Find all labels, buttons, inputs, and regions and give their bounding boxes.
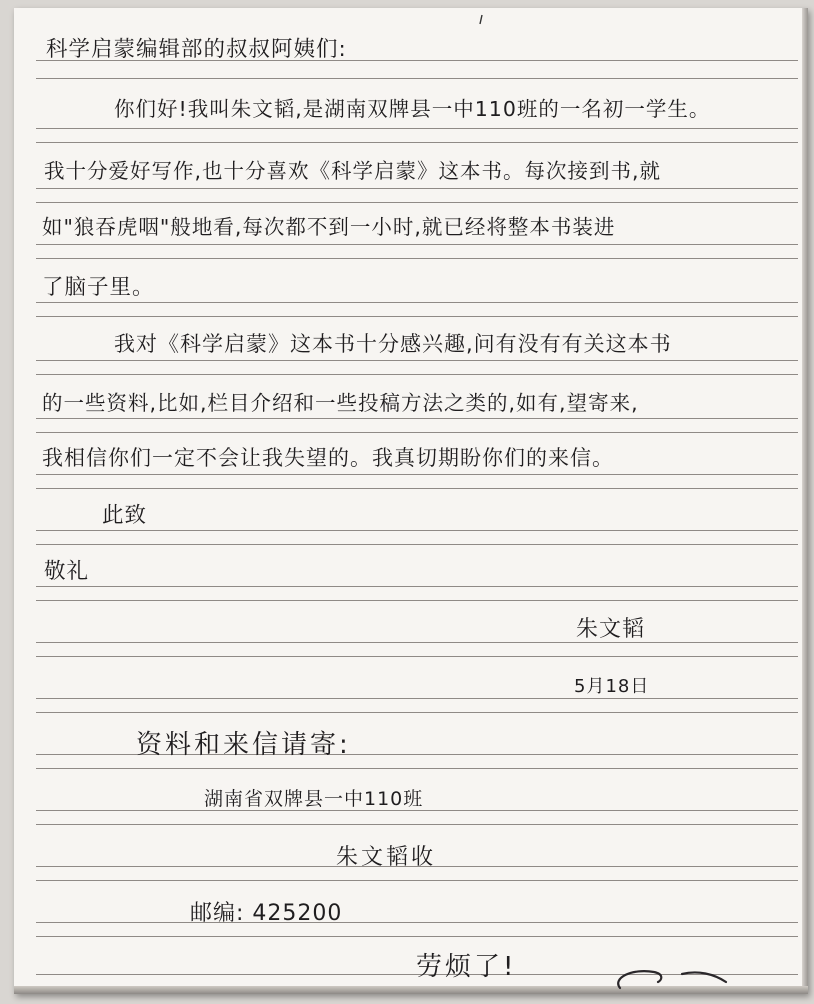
- ruled-line: [36, 432, 798, 433]
- ruled-line: [36, 530, 798, 531]
- ruled-line: [36, 824, 798, 825]
- ruled-line: [36, 258, 798, 259]
- ruled-line: [36, 128, 798, 129]
- date: 5月18日: [574, 676, 650, 697]
- paragraph-1-line-3: 如"狼吞虎咽"般地看,每次都不到一小时,就已经将整本书装进: [42, 215, 616, 239]
- ruled-line: [36, 880, 798, 881]
- closing-salute: 敬礼: [44, 559, 90, 584]
- ruled-line: [36, 474, 798, 475]
- ruled-line: [36, 544, 798, 545]
- letter-paper: [14, 8, 808, 994]
- ruled-line: [36, 768, 798, 769]
- ruled-line: [36, 922, 798, 923]
- paper-edge-right: [802, 8, 808, 994]
- salutation: 科学启蒙编辑部的叔叔阿姨们:: [46, 37, 347, 62]
- pen-flourish: [602, 958, 742, 994]
- ruled-line: [36, 586, 798, 587]
- ruled-line: [36, 374, 798, 375]
- ruled-line: [36, 142, 798, 143]
- ruled-line: [36, 656, 798, 657]
- paragraph-1-line-4: 了脑子里。: [42, 275, 155, 300]
- ruled-line: [36, 78, 798, 79]
- address-line: 湖南省双牌县一中110班: [204, 788, 424, 810]
- paragraph-2-line-2: 的一些资料,比如,栏目介绍和一些投稿方法之类的,如有,望寄来,: [42, 391, 639, 415]
- pen-mark: [476, 14, 486, 26]
- signature: 朱文韬: [576, 617, 646, 642]
- ruled-line: [36, 188, 798, 189]
- paragraph-1-line-1: 你们好!我叫朱文韬,是湖南双牌县一中110班的一名初一学生。: [114, 97, 711, 121]
- ruled-line: [36, 360, 798, 361]
- ruled-line: [36, 418, 798, 419]
- closing-phrase: 此致: [102, 503, 148, 528]
- paragraph-2-line-3: 我相信你们一定不会让我失望的。我真切期盼你们的来信。: [42, 446, 614, 470]
- ruled-line: [36, 488, 798, 489]
- ruled-line: [36, 936, 798, 937]
- ruled-line: [36, 642, 798, 643]
- ruled-line: [36, 698, 798, 699]
- paragraph-1-line-2: 我十分爱好写作,也十分喜欢《科学启蒙》这本书。每次接到书,就: [44, 159, 662, 183]
- ruled-line: [36, 202, 798, 203]
- postcode: 邮编: 425200: [190, 901, 343, 926]
- ruled-line: [36, 600, 798, 601]
- thanks-note: 劳烦了!: [416, 952, 517, 982]
- address-heading: 资料和来信请寄:: [136, 730, 351, 760]
- recipient: 朱文韬收: [336, 845, 437, 870]
- ruled-line: [36, 712, 798, 713]
- paragraph-2-line-1: 我对《科学启蒙》这本书十分感兴趣,问有没有有关这本书: [114, 332, 672, 356]
- ruled-line: [36, 244, 798, 245]
- ruled-line: [36, 316, 798, 317]
- ruled-line: [36, 302, 798, 303]
